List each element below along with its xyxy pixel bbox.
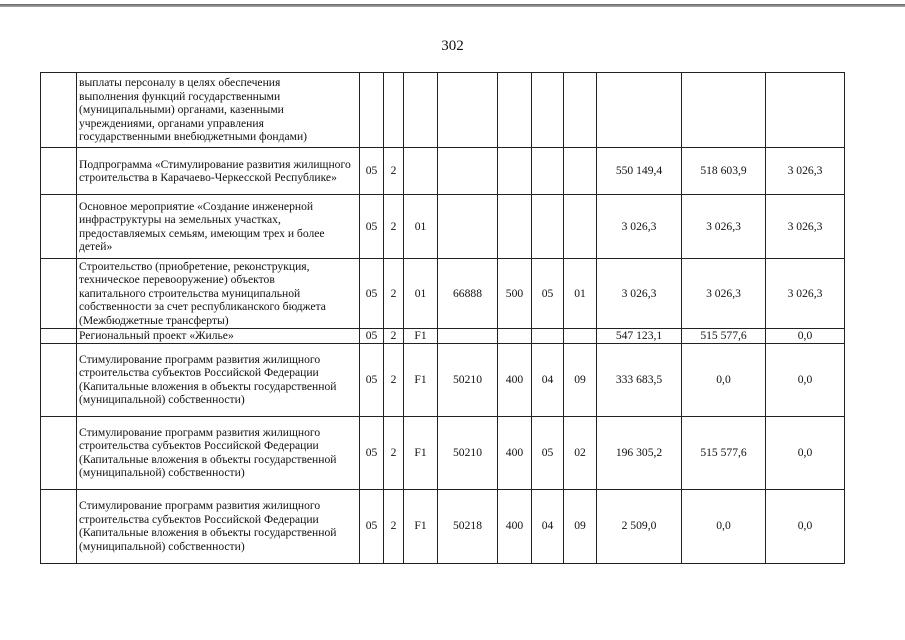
row-code-c4: 66888 [438, 259, 498, 329]
row-code-c6: 05 [532, 259, 564, 329]
row-code-c5: 400 [498, 343, 532, 416]
row-amount-a2: 515 577,6 [682, 416, 766, 489]
row-code-c6 [532, 195, 564, 259]
row-code-c5 [498, 195, 532, 259]
row-code-c5 [498, 73, 532, 148]
row-code-c1: 05 [360, 259, 384, 329]
row-amount-a2: 518 603,9 [682, 148, 766, 195]
row-code-c3: F1 [404, 416, 438, 489]
row-code-c6 [532, 329, 564, 344]
row-code-c1: 05 [360, 148, 384, 195]
table-row [41, 259, 845, 329]
row-code-c2: 2 [384, 329, 404, 344]
row-code-c1: 05 [360, 416, 384, 489]
row-blank-cell [41, 195, 77, 259]
row-blank-cell [41, 343, 77, 416]
table-row [41, 343, 845, 416]
row-blank-cell [41, 148, 77, 195]
row-name-cell [77, 148, 360, 195]
row-blank-cell [41, 489, 77, 563]
page-number: 302 [441, 38, 464, 54]
row-name-text: Подпрограмма «Стимулирование развития жилищного строительства в Карачаево-Черкесской Республике» [79, 157, 351, 184]
row-code-c2: 2 [384, 148, 404, 195]
row-amount-a1: 2 509,0 [597, 489, 682, 563]
row-amount-a2: 515 577,6 [682, 329, 766, 344]
row-code-c2: 2 [384, 195, 404, 259]
row-code-c4: 50218 [438, 489, 498, 563]
row-name-text: Стимулирование программ развития жилищного строительства субъектов Российской Федерации (Капитальные вложения в объекты государственной (муниципальной) собственности) [79, 499, 337, 553]
row-amount-a2 [682, 73, 766, 148]
row-code-c2: 2 [384, 489, 404, 563]
table-row [41, 416, 845, 489]
budget-table [40, 72, 845, 564]
row-code-c4 [438, 195, 498, 259]
row-amount-a2: 0,0 [682, 489, 766, 563]
row-name-cell [77, 73, 360, 148]
row-name-cell [77, 329, 360, 344]
row-code-c6: 04 [532, 489, 564, 563]
row-code-c2: 2 [384, 416, 404, 489]
row-amount-a2: 3 026,3 [682, 195, 766, 259]
row-name-text: Стимулирование программ развития жилищного строительства субъектов Российской Федерации (Капитальные вложения в объекты государственной (муниципальной) собственности) [79, 352, 337, 406]
row-code-c6 [532, 148, 564, 195]
row-name-cell [77, 343, 360, 416]
table-row [41, 329, 845, 344]
row-code-c6 [532, 73, 564, 148]
row-code-c7: 01 [564, 259, 597, 329]
row-name-text: Региональный проект «Жилье» [79, 329, 234, 342]
row-code-c4: 50210 [438, 343, 498, 416]
row-code-c3: 01 [404, 259, 438, 329]
row-amount-a3: 0,0 [766, 416, 845, 489]
row-code-c3: F1 [404, 343, 438, 416]
row-code-c1: 05 [360, 489, 384, 563]
row-code-c6: 04 [532, 343, 564, 416]
row-amount-a3: 0,0 [766, 343, 845, 416]
table-row [41, 195, 845, 259]
row-amount-a1: 333 683,5 [597, 343, 682, 416]
row-code-c5: 400 [498, 416, 532, 489]
row-code-c5 [498, 148, 532, 195]
table-row [41, 489, 845, 563]
row-blank-cell [41, 73, 77, 148]
row-code-c1: 05 [360, 195, 384, 259]
row-blank-cell [41, 329, 77, 344]
row-code-c7: 09 [564, 489, 597, 563]
row-amount-a2: 3 026,3 [682, 259, 766, 329]
row-code-c2: 2 [384, 259, 404, 329]
row-amount-a2: 0,0 [682, 343, 766, 416]
row-name-cell [77, 489, 360, 563]
row-amount-a1: 547 123,1 [597, 329, 682, 344]
row-name-cell [77, 416, 360, 489]
row-name-text: Основное мероприятие «Создание инженерной инфраструктуры на земельных участках, предоставляемых семьям, имеющим трех и более детей» [79, 199, 325, 253]
row-amount-a1: 3 026,3 [597, 259, 682, 329]
row-code-c7 [564, 329, 597, 344]
row-code-c7 [564, 148, 597, 195]
row-code-c7: 09 [564, 343, 597, 416]
row-code-c2: 2 [384, 343, 404, 416]
row-amount-a1: 3 026,3 [597, 195, 682, 259]
row-code-c4 [438, 148, 498, 195]
row-code-c5: 400 [498, 489, 532, 563]
row-code-c4: 50210 [438, 416, 498, 489]
row-amount-a3: 0,0 [766, 489, 845, 563]
row-amount-a3 [766, 73, 845, 148]
row-code-c7 [564, 73, 597, 148]
row-code-c3 [404, 73, 438, 148]
row-code-c2 [384, 73, 404, 148]
row-blank-cell [41, 416, 77, 489]
row-amount-a3: 3 026,3 [766, 195, 845, 259]
row-amount-a3: 0,0 [766, 329, 845, 344]
row-amount-a3: 3 026,3 [766, 148, 845, 195]
row-blank-cell [41, 259, 77, 329]
row-code-c3: F1 [404, 329, 438, 344]
row-code-c3: 01 [404, 195, 438, 259]
scan-top-edge [0, 4, 905, 7]
row-name-text: Стимулирование программ развития жилищного строительства субъектов Российской Федерации (Капитальные вложения в объекты государственной (муниципальной) собственности) [79, 425, 337, 479]
row-code-c5 [498, 329, 532, 344]
row-code-c7 [564, 195, 597, 259]
row-code-c1: 05 [360, 343, 384, 416]
row-code-c7: 02 [564, 416, 597, 489]
row-code-c6: 05 [532, 416, 564, 489]
row-amount-a3: 3 026,3 [766, 259, 845, 329]
row-code-c4 [438, 329, 498, 344]
table-row [41, 73, 845, 148]
row-code-c5: 500 [498, 259, 532, 329]
row-code-c1: 05 [360, 329, 384, 344]
row-code-c4 [438, 73, 498, 148]
row-amount-a1: 550 149,4 [597, 148, 682, 195]
row-name-cell [77, 195, 360, 259]
table-row [41, 148, 845, 195]
row-code-c3 [404, 148, 438, 195]
row-amount-a1 [597, 73, 682, 148]
row-name-text: Строительство (приобретение, реконструкция, техническое перевооружение) объектов капитального строительства муниципальной собственности за счет республиканского бюджета (Межбюджетные трансферты) [79, 259, 326, 327]
row-name-text: выплаты персоналу в целях обеспечения выполнения функций государственными (муниципальными) органами, казенными учреждениями, органами управления государственными внебюджетными фондами) [79, 76, 308, 144]
row-code-c3: F1 [404, 489, 438, 563]
row-name-cell [77, 259, 360, 329]
row-amount-a1: 196 305,2 [597, 416, 682, 489]
row-code-c1 [360, 73, 384, 148]
